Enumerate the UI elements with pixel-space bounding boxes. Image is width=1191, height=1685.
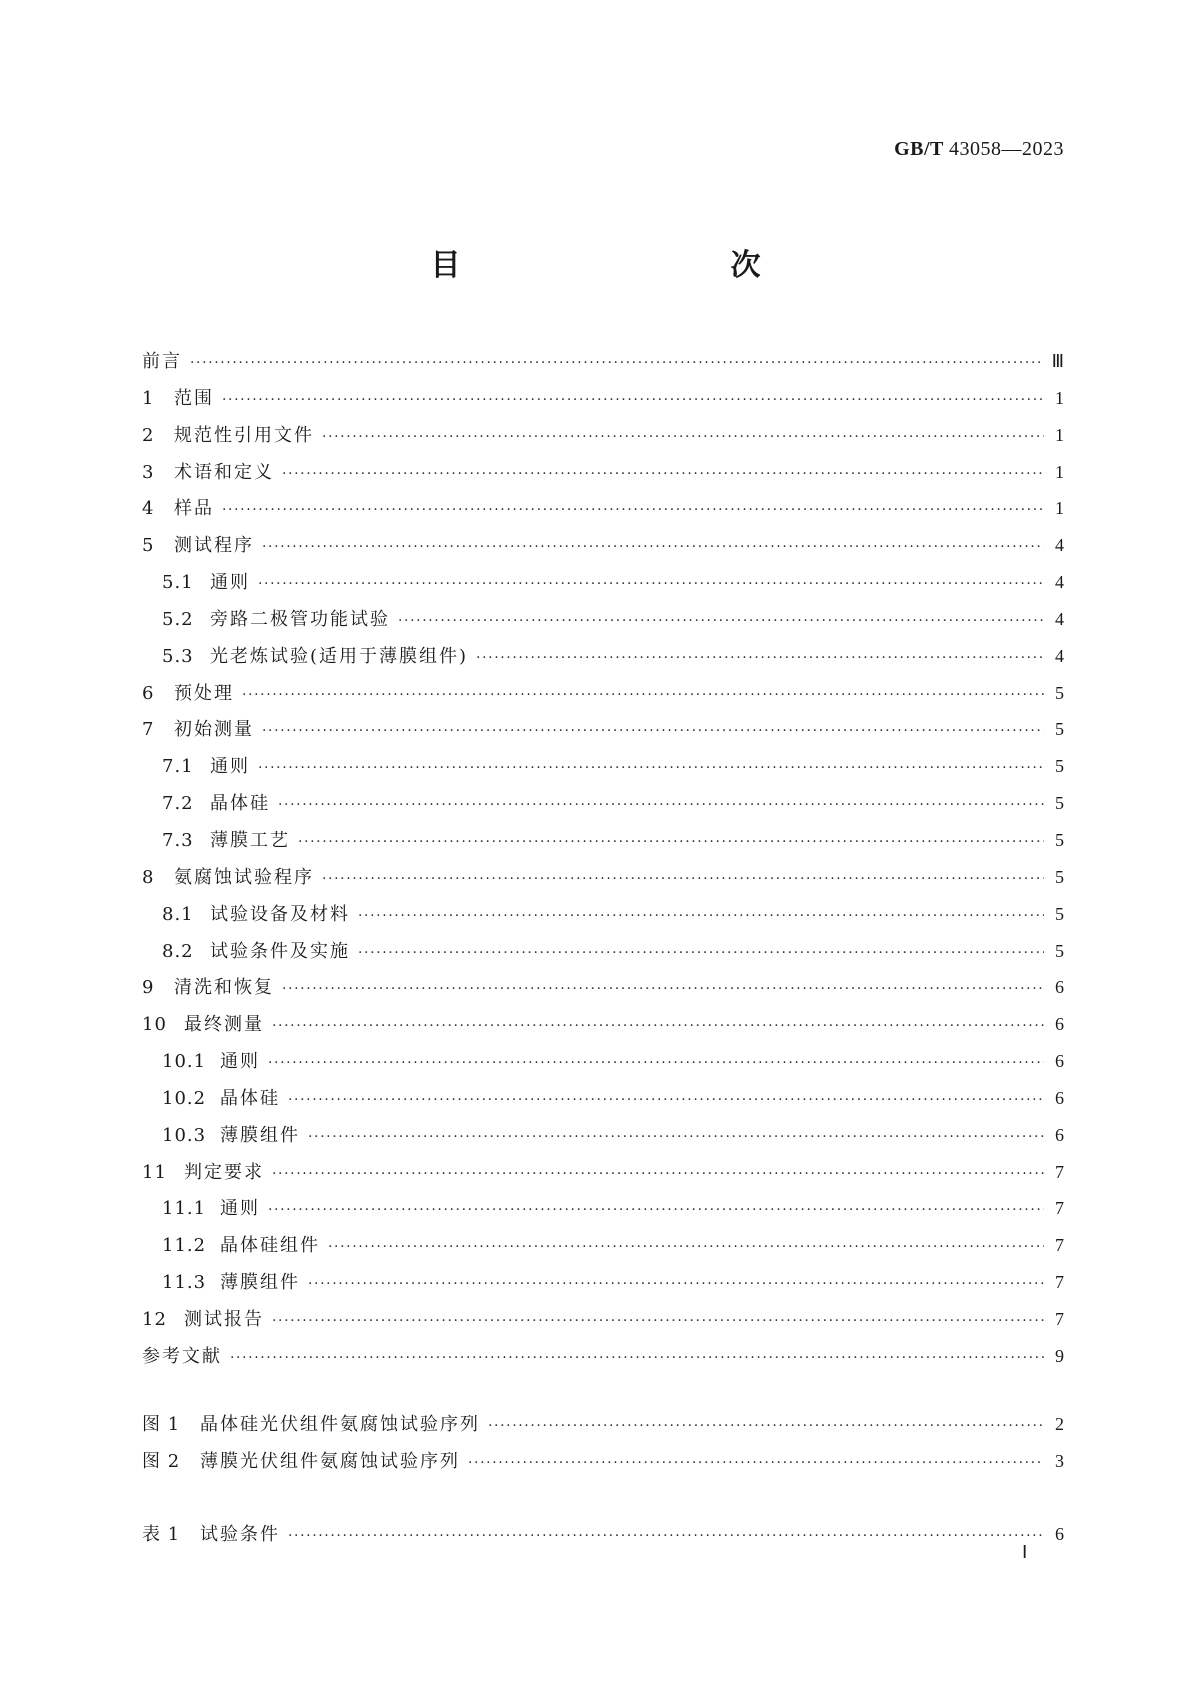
entry-number: 8 bbox=[142, 866, 155, 888]
entry-title: 参考文献 bbox=[142, 1345, 222, 1367]
entry-title: 前言 bbox=[142, 351, 182, 372]
entry-page-number: 5 bbox=[1055, 682, 1064, 703]
entry-page-number: 5 bbox=[1055, 756, 1064, 777]
entry-page-number: 1 bbox=[1055, 461, 1064, 482]
entry-number: 9 bbox=[142, 977, 155, 999]
dot-leader bbox=[230, 1340, 1044, 1377]
entry-title: 清洗和恢复 bbox=[174, 977, 274, 999]
entry-title: 薄膜工艺 bbox=[210, 829, 290, 851]
entry-title: 晶体硅光伏组件氨腐蚀试验序列 bbox=[200, 1414, 480, 1435]
entry-page-number: 7 bbox=[1055, 1272, 1064, 1293]
toc-entry[interactable] bbox=[142, 1338, 1064, 1375]
entry-page-number: 1 bbox=[1055, 498, 1064, 519]
entry-title: 预处理 bbox=[174, 682, 234, 704]
toc-entry[interactable] bbox=[142, 380, 1064, 417]
entry-title: 薄膜光伏组件氨腐蚀试验序列 bbox=[200, 1450, 460, 1472]
toc-entry[interactable] bbox=[142, 1080, 1064, 1117]
entry-number: 7.1 bbox=[162, 756, 194, 778]
dot-leader bbox=[288, 1082, 1044, 1119]
entry-page-number: Ⅲ bbox=[1051, 351, 1064, 371]
toc-entry[interactable] bbox=[142, 822, 1064, 859]
entry-number: 5.3 bbox=[162, 645, 194, 667]
entry-page-number: 6 bbox=[1055, 1014, 1064, 1035]
toc-entry[interactable] bbox=[142, 417, 1064, 454]
page-title: 目 次 bbox=[430, 248, 831, 283]
dot-leader bbox=[358, 935, 1044, 972]
dot-leader bbox=[488, 1408, 1044, 1445]
entry-title: 最终测量 bbox=[184, 1014, 264, 1036]
entry-number: 表 1 bbox=[142, 1524, 181, 1545]
toc-entry[interactable] bbox=[142, 1043, 1064, 1080]
dot-leader bbox=[308, 1266, 1044, 1303]
entry-number: 11.2 bbox=[162, 1235, 207, 1257]
entry-title: 样品 bbox=[174, 498, 214, 520]
toc-entry[interactable] bbox=[142, 527, 1064, 564]
dot-leader bbox=[298, 824, 1044, 861]
entry-title: 通则 bbox=[220, 1051, 260, 1073]
dot-leader bbox=[322, 861, 1044, 898]
entry-page-number: 4 bbox=[1055, 645, 1064, 666]
toc-entry[interactable] bbox=[142, 1154, 1064, 1191]
entry-number: 10.1 bbox=[162, 1051, 207, 1073]
entry-title: 范围 bbox=[174, 387, 214, 409]
dot-leader bbox=[282, 456, 1044, 493]
dot-leader bbox=[272, 1008, 1044, 1045]
entry-title: 通则 bbox=[220, 1198, 260, 1220]
toc-entry[interactable] bbox=[142, 638, 1064, 675]
toc-entry[interactable] bbox=[142, 859, 1064, 896]
dot-leader bbox=[308, 1119, 1044, 1156]
dot-leader bbox=[268, 1192, 1044, 1229]
entry-number: 12 bbox=[142, 1308, 167, 1330]
entry-page-number: 6 bbox=[1055, 977, 1064, 998]
entry-page-number: 6 bbox=[1055, 1087, 1064, 1108]
entry-number: 10.3 bbox=[162, 1124, 207, 1146]
entry-page-number: 1 bbox=[1055, 424, 1064, 445]
entry-title: 试验条件 bbox=[200, 1524, 280, 1545]
toc-entry[interactable] bbox=[142, 601, 1064, 638]
entry-title: 测试程序 bbox=[174, 535, 254, 557]
entry-title: 规范性引用文件 bbox=[174, 424, 314, 446]
entry-page-number: 7 bbox=[1055, 1161, 1064, 1182]
figure-entry[interactable] bbox=[142, 1443, 1064, 1480]
entry-page-number: 7 bbox=[1055, 1235, 1064, 1256]
toc-entry[interactable] bbox=[142, 343, 1064, 380]
entry-title: 初始测量 bbox=[174, 719, 254, 741]
toc-entry[interactable] bbox=[142, 785, 1064, 822]
dot-leader bbox=[278, 787, 1044, 824]
entry-number: 7 bbox=[142, 719, 155, 741]
entry-title: 判定要求 bbox=[184, 1161, 264, 1183]
entry-page-number: 9 bbox=[1055, 1345, 1064, 1366]
entry-title: 氨腐蚀试验程序 bbox=[174, 866, 314, 888]
toc-entry[interactable] bbox=[142, 933, 1064, 970]
entry-page-number: 1 bbox=[1055, 387, 1064, 408]
entry-page-number: 6 bbox=[1055, 1124, 1064, 1145]
dot-leader bbox=[242, 677, 1044, 714]
dot-leader bbox=[288, 1518, 1044, 1555]
toc-entry[interactable] bbox=[142, 675, 1064, 712]
entry-page-number: 5 bbox=[1055, 903, 1064, 924]
entry-page-number: 5 bbox=[1055, 866, 1064, 887]
toc-entry[interactable] bbox=[142, 748, 1064, 785]
entry-page-number: 3 bbox=[1055, 1450, 1064, 1471]
dot-leader bbox=[258, 750, 1044, 787]
entry-title: 旁路二极管功能试验 bbox=[210, 608, 390, 630]
toc-entry[interactable] bbox=[142, 1301, 1064, 1338]
entry-number: 3 bbox=[142, 461, 155, 483]
standard-code: 43058—2023 bbox=[949, 138, 1064, 160]
list-of-figures bbox=[142, 1406, 1064, 1480]
dot-leader bbox=[222, 492, 1044, 529]
list-of-tables bbox=[142, 1516, 1064, 1553]
toc-entry[interactable] bbox=[142, 454, 1064, 491]
entry-number: 2 bbox=[142, 424, 155, 446]
entry-title: 试验条件及实施 bbox=[210, 940, 350, 962]
entry-title: 晶体硅组件 bbox=[220, 1235, 320, 1257]
entry-number: 8.2 bbox=[162, 940, 194, 962]
entry-title: 薄膜组件 bbox=[220, 1124, 300, 1146]
entry-title: 晶体硅 bbox=[220, 1087, 280, 1109]
entry-title: 通则 bbox=[210, 572, 250, 594]
entry-page-number: 4 bbox=[1055, 572, 1064, 593]
dot-leader bbox=[268, 1045, 1044, 1082]
dot-leader bbox=[476, 640, 1044, 677]
entry-number: 11 bbox=[142, 1161, 167, 1183]
entry-number: 7.3 bbox=[162, 829, 194, 851]
toc-entry[interactable] bbox=[142, 1227, 1064, 1264]
dot-leader bbox=[272, 1303, 1044, 1340]
entry-number: 1 bbox=[142, 387, 155, 409]
entry-number: 4 bbox=[142, 498, 155, 520]
dot-leader bbox=[222, 382, 1044, 419]
toc-entry[interactable] bbox=[142, 969, 1064, 1006]
entry-number: 6 bbox=[142, 682, 155, 704]
dot-leader bbox=[258, 566, 1044, 603]
entry-page-number: 5 bbox=[1055, 719, 1064, 740]
dot-leader bbox=[272, 1156, 1044, 1193]
entry-page-number: 5 bbox=[1055, 793, 1064, 814]
entry-number: 10 bbox=[142, 1014, 167, 1036]
entry-title: 晶体硅 bbox=[210, 793, 270, 815]
entry-number: 8.1 bbox=[162, 903, 194, 925]
dot-leader bbox=[328, 1229, 1044, 1266]
entry-number: 11.1 bbox=[162, 1198, 207, 1220]
entry-page-number: 2 bbox=[1055, 1414, 1064, 1434]
dot-leader bbox=[190, 345, 1044, 382]
toc-entry[interactable] bbox=[142, 1190, 1064, 1227]
dot-leader bbox=[398, 603, 1044, 640]
entry-number: 图 2 bbox=[142, 1450, 181, 1472]
entry-number: 图 1 bbox=[142, 1414, 181, 1435]
toc-entry[interactable] bbox=[142, 1117, 1064, 1154]
standard-prefix: GB/T bbox=[894, 138, 944, 160]
standard-number bbox=[894, 138, 1064, 161]
dot-leader bbox=[262, 713, 1044, 750]
entry-number: 5 bbox=[142, 535, 155, 557]
toc-entry[interactable] bbox=[142, 1264, 1064, 1301]
toc-entry[interactable] bbox=[142, 711, 1064, 748]
dot-leader bbox=[358, 898, 1044, 935]
entry-title: 通则 bbox=[210, 756, 250, 778]
dot-leader bbox=[262, 529, 1044, 566]
entry-page-number: 7 bbox=[1055, 1308, 1064, 1329]
dot-leader bbox=[322, 419, 1044, 456]
entry-number: 5.2 bbox=[162, 608, 194, 630]
figure-entry[interactable] bbox=[142, 1406, 1064, 1443]
entry-number: 10.2 bbox=[162, 1087, 207, 1109]
entry-page-number: 6 bbox=[1055, 1524, 1064, 1544]
entry-number: 7.2 bbox=[162, 793, 194, 815]
entry-title: 测试报告 bbox=[184, 1308, 264, 1330]
entry-page-number: 7 bbox=[1055, 1198, 1064, 1219]
entry-page-number: 5 bbox=[1055, 940, 1064, 961]
toc-entry[interactable] bbox=[142, 490, 1064, 527]
toc-entry[interactable] bbox=[142, 564, 1064, 601]
toc-entry[interactable] bbox=[142, 896, 1064, 933]
entry-title: 薄膜组件 bbox=[220, 1272, 300, 1294]
entry-page-number: 4 bbox=[1055, 608, 1064, 629]
entry-page-number: 4 bbox=[1055, 535, 1064, 556]
entry-title: 光老炼试验(适用于薄膜组件) bbox=[210, 645, 469, 667]
table-entry[interactable] bbox=[142, 1516, 1064, 1553]
entry-title: 术语和定义 bbox=[174, 461, 274, 483]
entry-page-number: 6 bbox=[1055, 1051, 1064, 1072]
table-of-contents bbox=[142, 343, 1064, 1375]
entry-page-number: 5 bbox=[1055, 829, 1064, 850]
entry-number: 5.1 bbox=[162, 572, 194, 594]
dot-leader bbox=[468, 1445, 1044, 1482]
page-folio: Ⅰ bbox=[1022, 1542, 1028, 1562]
entry-title: 试验设备及材料 bbox=[210, 903, 350, 925]
dot-leader bbox=[282, 971, 1044, 1008]
toc-entry[interactable] bbox=[142, 1006, 1064, 1043]
entry-number: 11.3 bbox=[162, 1272, 207, 1294]
